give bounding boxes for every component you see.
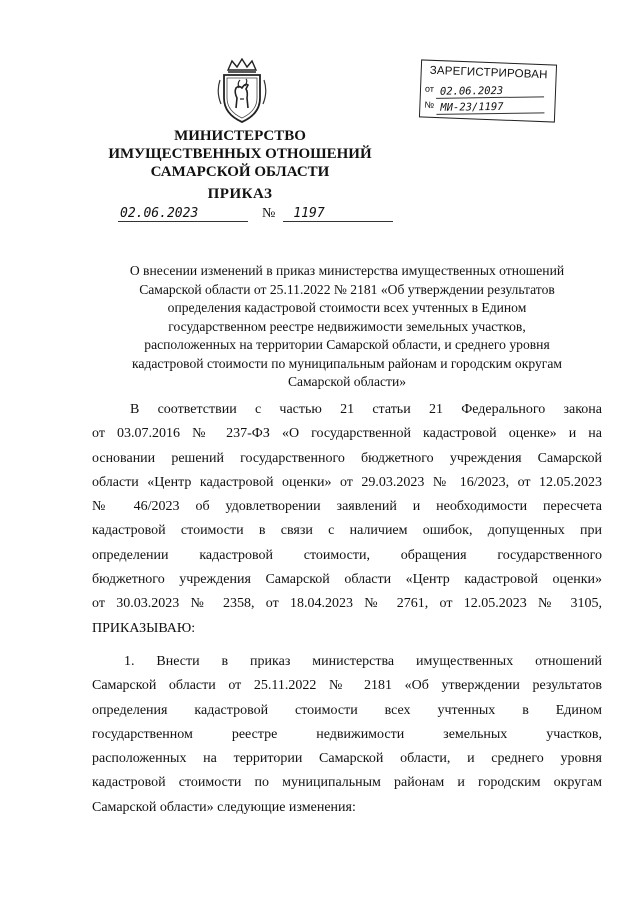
ministry-name bbox=[100, 127, 380, 181]
text-line: кадастровой стоимости по муниципальным районам и городским округам bbox=[92, 775, 602, 791]
text-line: от 03.07.2016 № 237-ФЗ «О государственной кадастровой оценке» и на bbox=[92, 426, 602, 442]
text-line: 1. Внести в приказ министерства имущественных отношений bbox=[124, 654, 602, 669]
text-line: от 30.03.2023 № 2358, от 18.04.2023 № 2761, от 12.05.2023 № 3105, bbox=[92, 596, 602, 612]
order-subject bbox=[92, 262, 602, 392]
registration-stamp bbox=[419, 59, 557, 122]
text-line: Самарской области» следующие изменения: bbox=[92, 799, 356, 815]
stamp-number-handwritten: МИ-23/1197 bbox=[436, 100, 544, 115]
stamp-date-row bbox=[425, 83, 545, 101]
order-title: ПРИКАЗ bbox=[207, 186, 273, 202]
text-line: государственном реестре недвижимости земельных участков, bbox=[92, 726, 602, 742]
subject-line: государственном реестре недвижимости земельных участков, bbox=[168, 318, 526, 334]
text-line: определения кадастровой стоимости всех учтенных в Едином bbox=[92, 702, 602, 718]
preamble-paragraph bbox=[92, 398, 602, 641]
order-date-number bbox=[118, 206, 393, 222]
ministry-line: ИМУЩЕСТВЕННЫХ ОТНОШЕНИЙ bbox=[108, 146, 372, 162]
text-line: бюджетного учреждения Самарской области «Центр кадастровой оценки» bbox=[92, 572, 602, 588]
subject-line: кадастровой стоимости по муниципальным районам и городским округам bbox=[132, 355, 562, 371]
subject-line: О внесении изменений в приказ министерства имущественных отношений bbox=[129, 263, 565, 278]
subject-line: определения кадастровой стоимости всех учтенных в Едином bbox=[167, 300, 527, 315]
text-line: основании решений государственного бюджетного учреждения Самарской bbox=[92, 450, 602, 466]
text-line: определении кадастровой стоимости, обращения государственного bbox=[92, 547, 602, 563]
stamp-date-handwritten: 02.06.2023 bbox=[436, 84, 544, 99]
ministry-line: САМАРСКОЙ ОБЛАСТИ bbox=[150, 164, 330, 180]
order-date: 02.06.2023 bbox=[118, 206, 248, 222]
text-line: № 46/2023 об удовлетворении заявлений и необходимости пересчета bbox=[92, 499, 602, 515]
subject-line: Самарской области от 25.11.2022 № 2181 «Об утверждении результатов bbox=[139, 281, 555, 297]
stamp-number-row bbox=[424, 99, 545, 117]
item-1-paragraph bbox=[92, 650, 602, 820]
stamp-title: ЗАРЕГИСТРИРОВАН bbox=[429, 64, 548, 82]
text-line: расположенных на территории Самарской области, и среднего уровня bbox=[92, 751, 602, 767]
subject-line: расположенных на территории Самарской области, и среднего уровня bbox=[144, 337, 550, 352]
order-number: 1197 bbox=[283, 206, 393, 222]
stamp-number-prefix: № bbox=[424, 99, 435, 110]
text-line: области «Центр кадастровой оценки» от 29.03.2023 № 16/2023, от 12.05.2023 bbox=[92, 474, 602, 490]
text-line: кадастровой стоимости в связи с наличием ошибок, допущенных при bbox=[92, 523, 602, 539]
text-line: В соответствии с частью 21 статьи 21 Федерального закона bbox=[130, 402, 602, 417]
samara-coat-of-arms-icon bbox=[212, 58, 272, 124]
text-line: ПРИКАЗЫВАЮ: bbox=[92, 620, 196, 636]
ministry-line: МИНИСТЕРСТВО bbox=[174, 128, 306, 144]
stamp-date-prefix: от bbox=[424, 83, 435, 94]
number-label: № bbox=[262, 206, 276, 221]
subject-line: Самарской области» bbox=[287, 374, 407, 389]
text-line: Самарской области от 25.11.2022 № 2181 «Об утверждении результатов bbox=[92, 678, 602, 694]
